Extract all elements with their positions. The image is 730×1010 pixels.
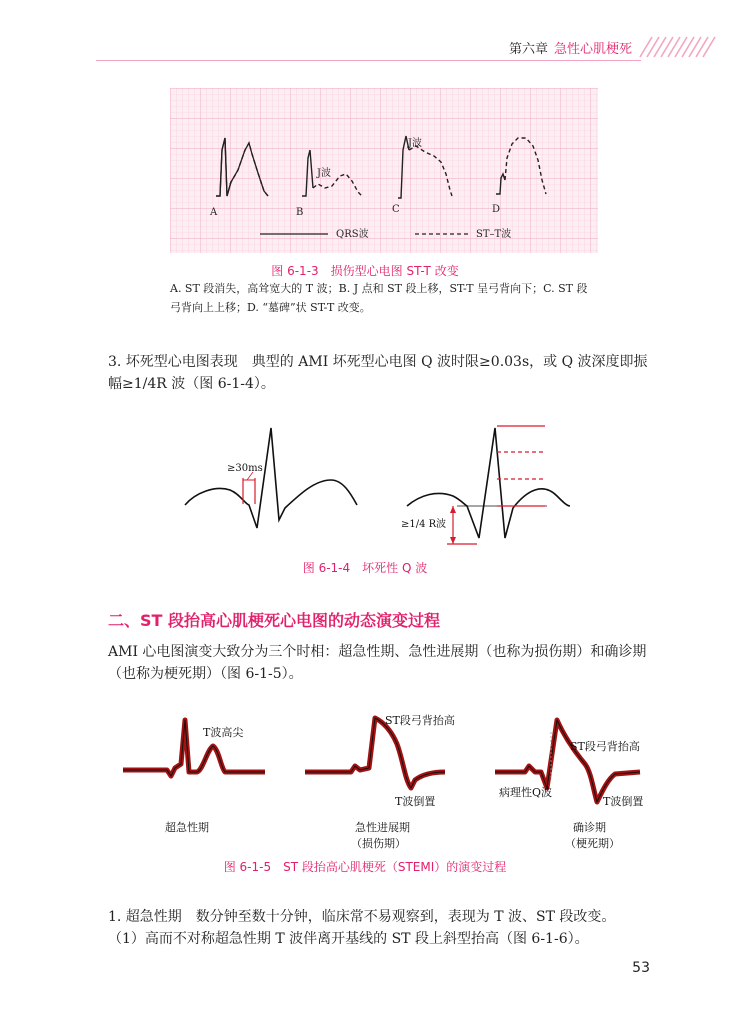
stage2-annotation-bottom: T波倒置 (395, 795, 436, 808)
right-arrow-down (450, 537, 456, 544)
stage1-trace (123, 720, 265, 776)
stage2-annotation-top: ST段弓背抬高 (385, 714, 455, 727)
running-header (0, 38, 632, 57)
right-arrow-up (450, 506, 456, 513)
paragraph-necrosis-ecg (108, 351, 653, 395)
left-ecg-trace (185, 428, 357, 528)
paragraph-line: 3. 坏死型心电图表现 典型的 AMI 坏死型心电图 Q 波时限≥0.03s，或 Q 波深度即振 (108, 354, 648, 370)
page-number: 53 (632, 960, 650, 976)
paragraph-line: AMI 心电图演变大致分为三个时相：超急性期、急性进展期（也称为损伤期）和确诊期 (108, 644, 647, 660)
paragraph-line: 幅≥1/4R 波（图 6-1-4）。 (108, 376, 275, 392)
figure-6-1-3-ecg-grid (170, 88, 598, 253)
stage2-trace (305, 718, 445, 788)
label-b: B (296, 207, 304, 218)
label-quarter-r: ≥1/4 R波 (401, 519, 447, 530)
label-b-j-wave: J波 (317, 168, 332, 179)
paragraph-hyperacute (108, 906, 653, 950)
stage3-sublabel: （梗死期） (565, 837, 620, 850)
chapter-title: 急性心肌梗死 (553, 42, 632, 57)
paragraph-evolution (108, 641, 653, 685)
paragraph-line: （1）高而不对称超急性期 T 波伴离开基线的 ST 段上斜型抬高（图 6-1-6）。 (108, 931, 589, 947)
stage2-sublabel: （损伤期） (351, 837, 406, 850)
label-c: C (392, 204, 400, 215)
label-c-j-wave: J波 (408, 138, 423, 149)
stage1-annotation: T波高尖 (203, 726, 244, 739)
figure-6-1-3-note (170, 279, 620, 317)
stage3-annotation-top: ST段弓背抬高 (570, 740, 640, 753)
figure-6-1-4-caption: 图 6-1-4 坏死性 Q 波 (302, 561, 428, 575)
figure-6-1-3-note-line2: 弓背向上上移；D. “墓碑”状 ST-T 改变。 (170, 301, 371, 314)
stage3-annotation-q: 病理性Q波 (499, 786, 553, 799)
figure-6-1-4-q-wave (175, 410, 575, 555)
label-a: A (210, 207, 218, 218)
stage3-annotation-bottom: T波倒置 (603, 795, 644, 808)
paragraph-line: （也称为梗死期）（图 6-1-5）。 (108, 666, 303, 682)
grid-lines (170, 88, 598, 253)
stage1-label: 超急性期 (165, 821, 209, 834)
figure-6-1-3-note-line1: A. ST 段消失，高耸宽大的 T 波；B. J 点和 ST 段上移，ST-T 呈弓背向下；C. ST 段 (170, 282, 588, 295)
paragraph-line: 1. 超急性期 数分钟至数十分钟，临床常不易观察到，表现为 T 波、ST 段改变。 (108, 909, 616, 925)
stage2-label: 急性进展期 (355, 821, 410, 834)
figure-6-1-5-caption: 图 6-1-5 ST 段抬高心肌梗死（STEMI）的演变过程 (223, 860, 507, 874)
header-stripes-decoration (638, 36, 718, 58)
section-heading: 二、ST 段抬高心肌梗死心电图的动态演变过程 (108, 611, 441, 630)
stage3-label: 确诊期 (573, 821, 606, 834)
label-d: D (492, 204, 501, 215)
header-rule (96, 60, 641, 61)
chapter-number: 第六章 (508, 42, 548, 57)
figure-6-1-3-caption: 图 6-1-3 损伤型心电图 ST-T 改变 (271, 264, 459, 278)
figure-6-1-5-stemi-evolution (115, 710, 645, 858)
label-30ms: ≥30ms (227, 463, 263, 474)
legend-qrs-label: QRS波 (336, 229, 369, 240)
legend-stt-label: ST–T波 (476, 229, 512, 240)
